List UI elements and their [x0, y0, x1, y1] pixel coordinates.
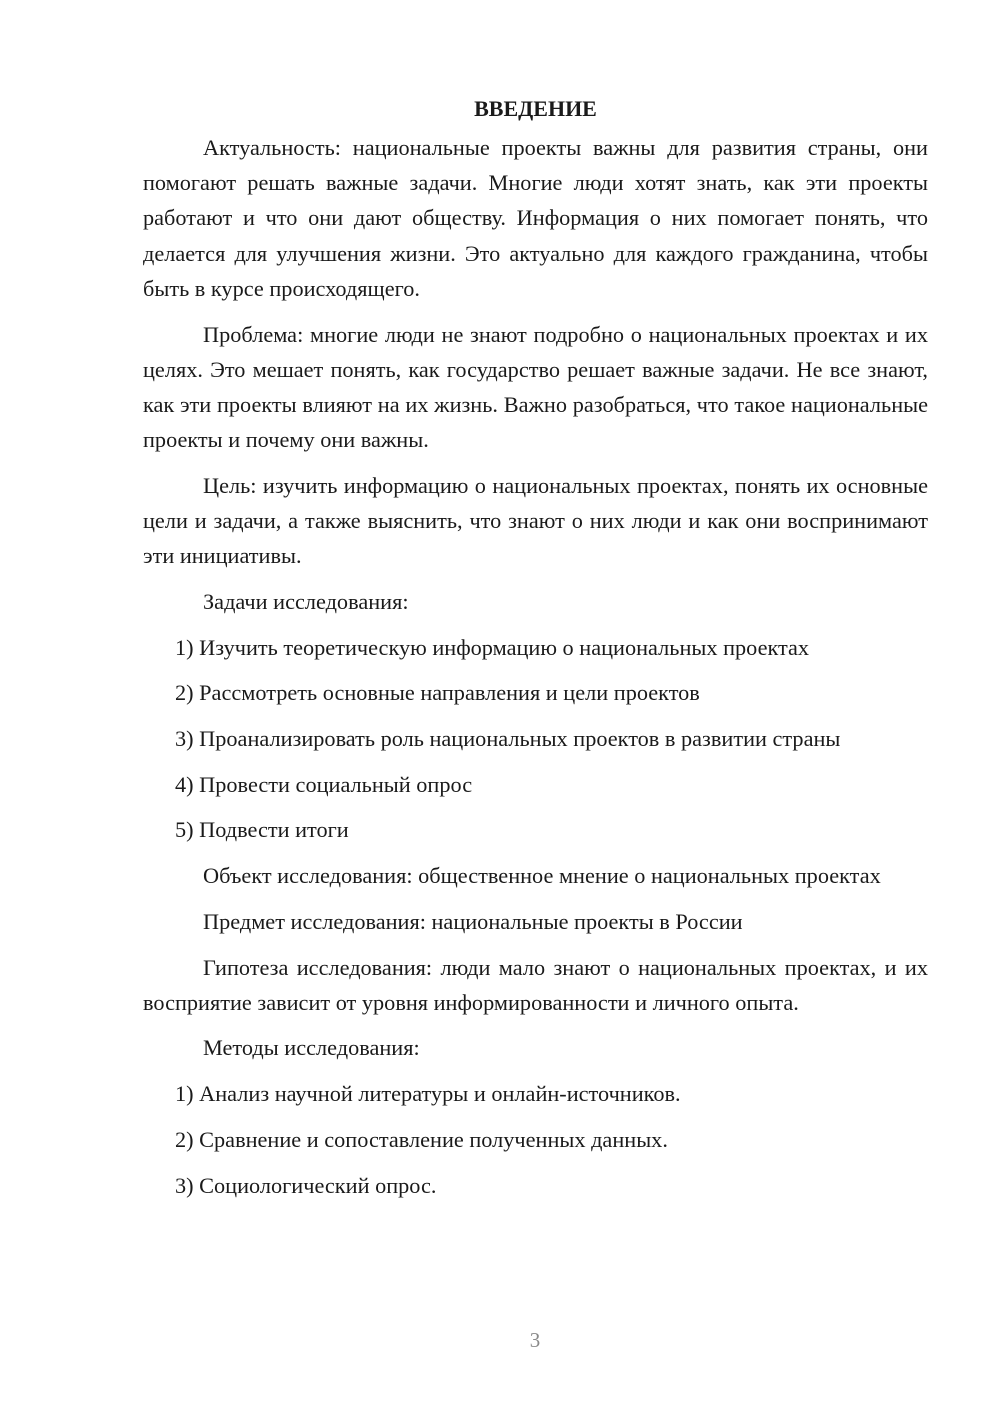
problem-paragraph: Проблема: многие люди не знают подробно о национальных проектах и их целях. Это мешает понять, как государство решает важные задачи. Не все знают, как эти проекты влияют на их жизнь. Важно разобраться, что такое национальные проекты и почему они важны.	[143, 321, 928, 453]
task-item: 4) Провести социальный опрос	[175, 771, 473, 797]
document-title: ВВЕДЕНИЕ	[474, 96, 597, 121]
method-item: 2) Сравнение и сопоставление полученных данных.	[175, 1126, 668, 1152]
task-item: 3) Проанализировать роль национальных проектов в развитии страны	[175, 726, 841, 752]
method-item: 3) Социологический опрос.	[175, 1172, 437, 1198]
subject-paragraph: Предмет исследования: национальные проекты в России	[203, 908, 743, 934]
task-item: 5) Подвести итоги	[175, 817, 349, 843]
hypothesis-paragraph: Гипотеза исследования: люди мало знают о национальных проектах, и их восприятие зависит от уровня информированности и личного опыта.	[143, 954, 928, 1015]
task-item: 2) Рассмотреть основные направления и цели проектов	[175, 680, 700, 706]
document-page	[143, 91, 928, 1203]
page-number: 3	[529, 1328, 541, 1352]
tasks-heading: Задачи исследования:	[203, 588, 409, 614]
object-paragraph: Объект исследования: общественное мнение о национальных проектах	[203, 863, 881, 889]
goal-paragraph: Цель: изучить информацию о национальных проектах, понять их основные цели и задачи, а также выяснить, что знают о них люди и как они воспринимают эти инициативы.	[143, 472, 928, 569]
task-item: 1) Изучить теоретическую информацию о национальных проектах	[175, 634, 810, 660]
relevance-paragraph: Актуальность: национальные проекты важны для развития страны, они помогают решать важные задачи. Многие люди хотят знать, как эти проекты работают и что они дают обществу. Информация о них помогает понять, что делается для улучшения жизни. Это актуально для каждого гражданина, чтобы быть в курсе происходящего.	[143, 135, 928, 301]
method-item: 1) Анализ научной литературы и онлайн-источников.	[175, 1081, 681, 1107]
methods-heading: Методы исследования:	[203, 1035, 420, 1061]
